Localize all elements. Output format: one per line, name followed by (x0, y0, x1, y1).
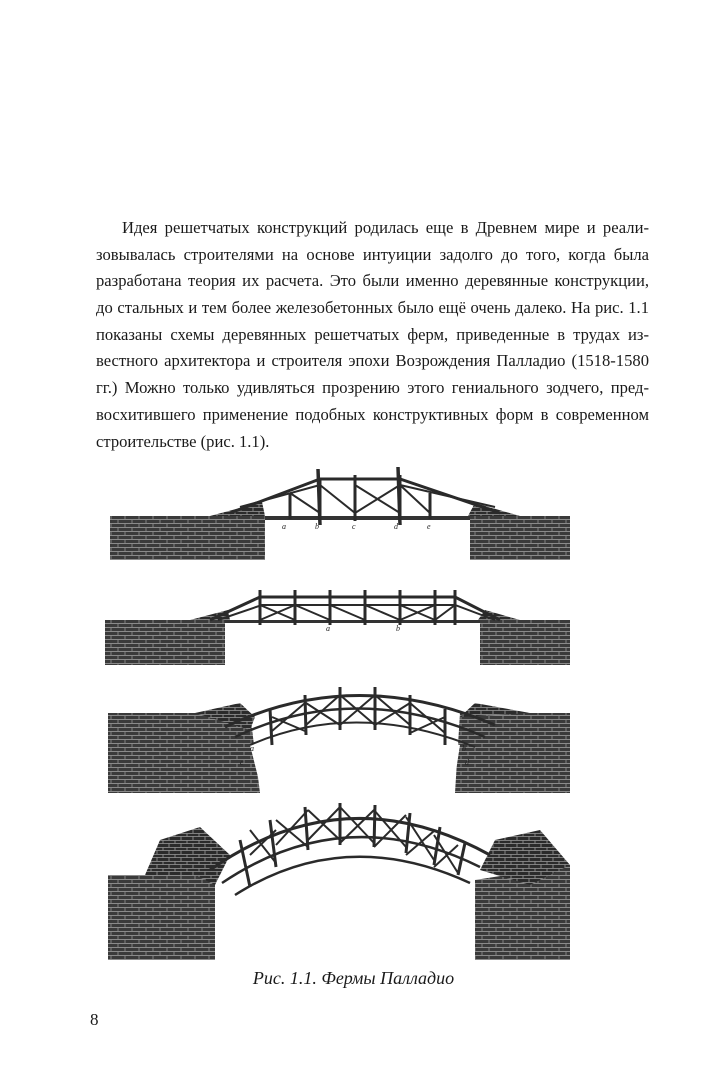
paragraph-line: строительстве (рис. 1.1). (96, 431, 270, 451)
palladio-trusses-figure (100, 455, 600, 960)
paragraph-line: вестного архитектора и строителя эпохи Возрождения Палладио (1518-1580 (96, 351, 649, 371)
truss-label-c: c (240, 758, 244, 767)
truss-label-a: a (250, 744, 254, 753)
truss-label-e: e (427, 522, 431, 531)
paragraph-line: зовывалась строителями на основе интуиции задолго до того, когда была (96, 244, 649, 264)
abutment-right (468, 503, 570, 560)
paragraph-line: Идея решетчатых конструкций родилась еще в Древнем мире и реали- (122, 218, 649, 237)
bridge-deck (265, 516, 470, 520)
truss-2 (105, 590, 570, 665)
paragraph-line: до стальных и тем более железобетонных было ещё очень далеко. На рис. 1.1 (96, 298, 649, 318)
truss-label-b: b (462, 744, 466, 753)
abutment-left (108, 703, 260, 793)
truss-label-b: b (315, 522, 319, 531)
truss-members (210, 590, 500, 625)
paragraph-line: показаны схемы деревянных решетчатых ферм, приведенные в трудах из- (96, 324, 649, 344)
paragraph-line: гг.) Можно только удивляться прозрению этого гениального зодчего, пред- (96, 378, 649, 398)
abutment-right (475, 830, 570, 960)
paragraph-line: разработана теория их расчета. Это были именно деревянные конструкции, (96, 271, 649, 291)
page-number: 8 (90, 1010, 99, 1029)
figure-caption: Рис. 1.1. Фермы Палладио (252, 968, 455, 988)
body-paragraph (96, 215, 649, 455)
bridge-deck (225, 620, 480, 623)
truss-label-a: a (282, 522, 286, 531)
truss-4-arch (108, 803, 570, 960)
truss-1 (110, 467, 570, 560)
truss-label-d: d (394, 522, 398, 531)
paragraph-line: восхитившего применение подобных конструктивных форм в современном (96, 404, 649, 424)
arch-opening (250, 730, 460, 777)
abutment-left (108, 827, 230, 960)
truss-label-d: d (465, 758, 469, 767)
truss-label-a: a (326, 624, 330, 633)
truss-3 (108, 687, 570, 793)
truss-label-b: b (396, 624, 400, 633)
truss-label-c: c (352, 522, 356, 531)
abutment-left (110, 502, 265, 560)
